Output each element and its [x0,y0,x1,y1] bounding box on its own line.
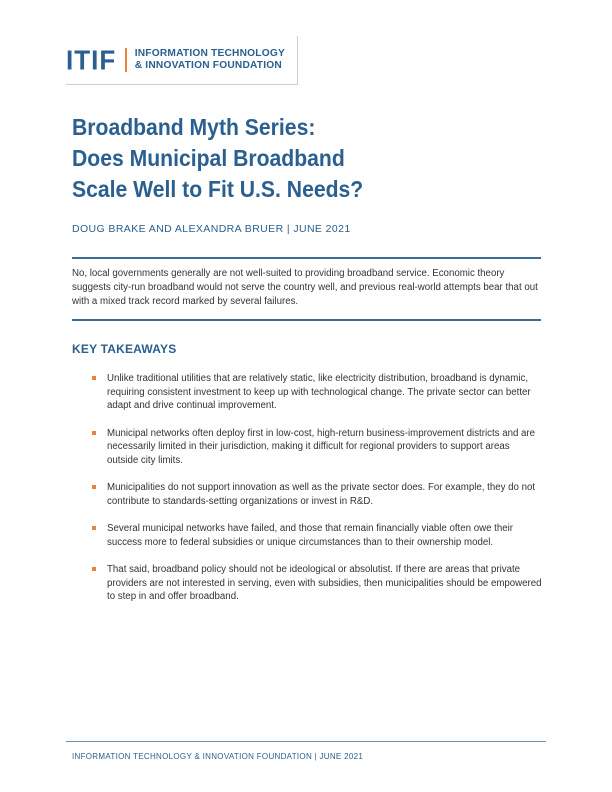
abstract-bottom-rule [72,319,541,321]
square-bullet-icon [92,376,96,380]
takeaway-text: Unlike traditional utilities that are relatively static, like electricity distribution, broadband is dynamic, requiring consistent investment to keep up with technological change. The private sector can better adapt and drive continual improvement. [107,373,531,411]
logo-frame-bottom [66,84,298,85]
document-title [72,112,363,205]
logo-mark: ITIF [66,44,117,76]
abstract: No, local governments generally are not well-suited to providing broadband service. Economic theory suggests city-run broadband would not serve the country well, and previous real-world attempts bear that out with a mixed track record marked by several failures. [72,268,538,307]
byline: DOUG BRAKE AND ALEXANDRA BRUER | JUNE 2021 [72,223,351,235]
organization-name-line1: INFORMATION TECHNOLOGY [134,47,285,59]
title-line3: Scale Well to Fit U.S. Needs? [72,176,364,202]
takeaway-text: Municipal networks often deploy first in low-cost, high-return business-improvement districts and are necessarily limited in their jurisdiction, making it difficult for regional providers to support areas outside city limits. [107,427,536,466]
itif-logo [66,36,285,84]
footer-rule [66,741,546,742]
square-bullet-icon [92,431,96,435]
abstract-top-rule [72,257,541,259]
title-line2: Does Municipal Broadband [72,145,345,171]
title-line1: Broadband Myth Series: [72,114,316,140]
organization-name-line2: & INNOVATION FOUNDATION [134,60,282,71]
takeaway-item [92,481,542,508]
takeaway-item [92,427,542,468]
page-footer: INFORMATION TECHNOLOGY & INNOVATION FOUNDATION | JUNE 2021 [72,752,364,761]
square-bullet-icon [92,485,96,489]
takeaway-text: That said, broadband policy should not be ideological or absolutist. If there are areas that private providers are not interested in serving, even with subsidies, then municipalities should be empowered to step in and offer broadband. [107,564,542,602]
takeaway-text: Several municipal networks have failed, and those that remain financially viable often owe their success more to federal subsidies or unique circumstances than to their ownership model. [107,523,514,548]
takeaway-item [92,372,542,413]
takeaway-item [92,563,542,604]
organization-name [135,48,285,73]
square-bullet-icon [92,567,96,571]
key-takeaways-heading: KEY TAKEAWAYS [72,342,177,356]
logo-divider [125,48,127,72]
square-bullet-icon [92,526,96,530]
takeaway-item [92,522,542,549]
logo-frame-right [297,36,298,84]
takeaway-text: Municipalities do not support innovation as well as the private sector does. For example, they do not contribute to standards-setting organizations or invest in R&D. [107,482,536,507]
key-takeaways-list [92,372,542,618]
